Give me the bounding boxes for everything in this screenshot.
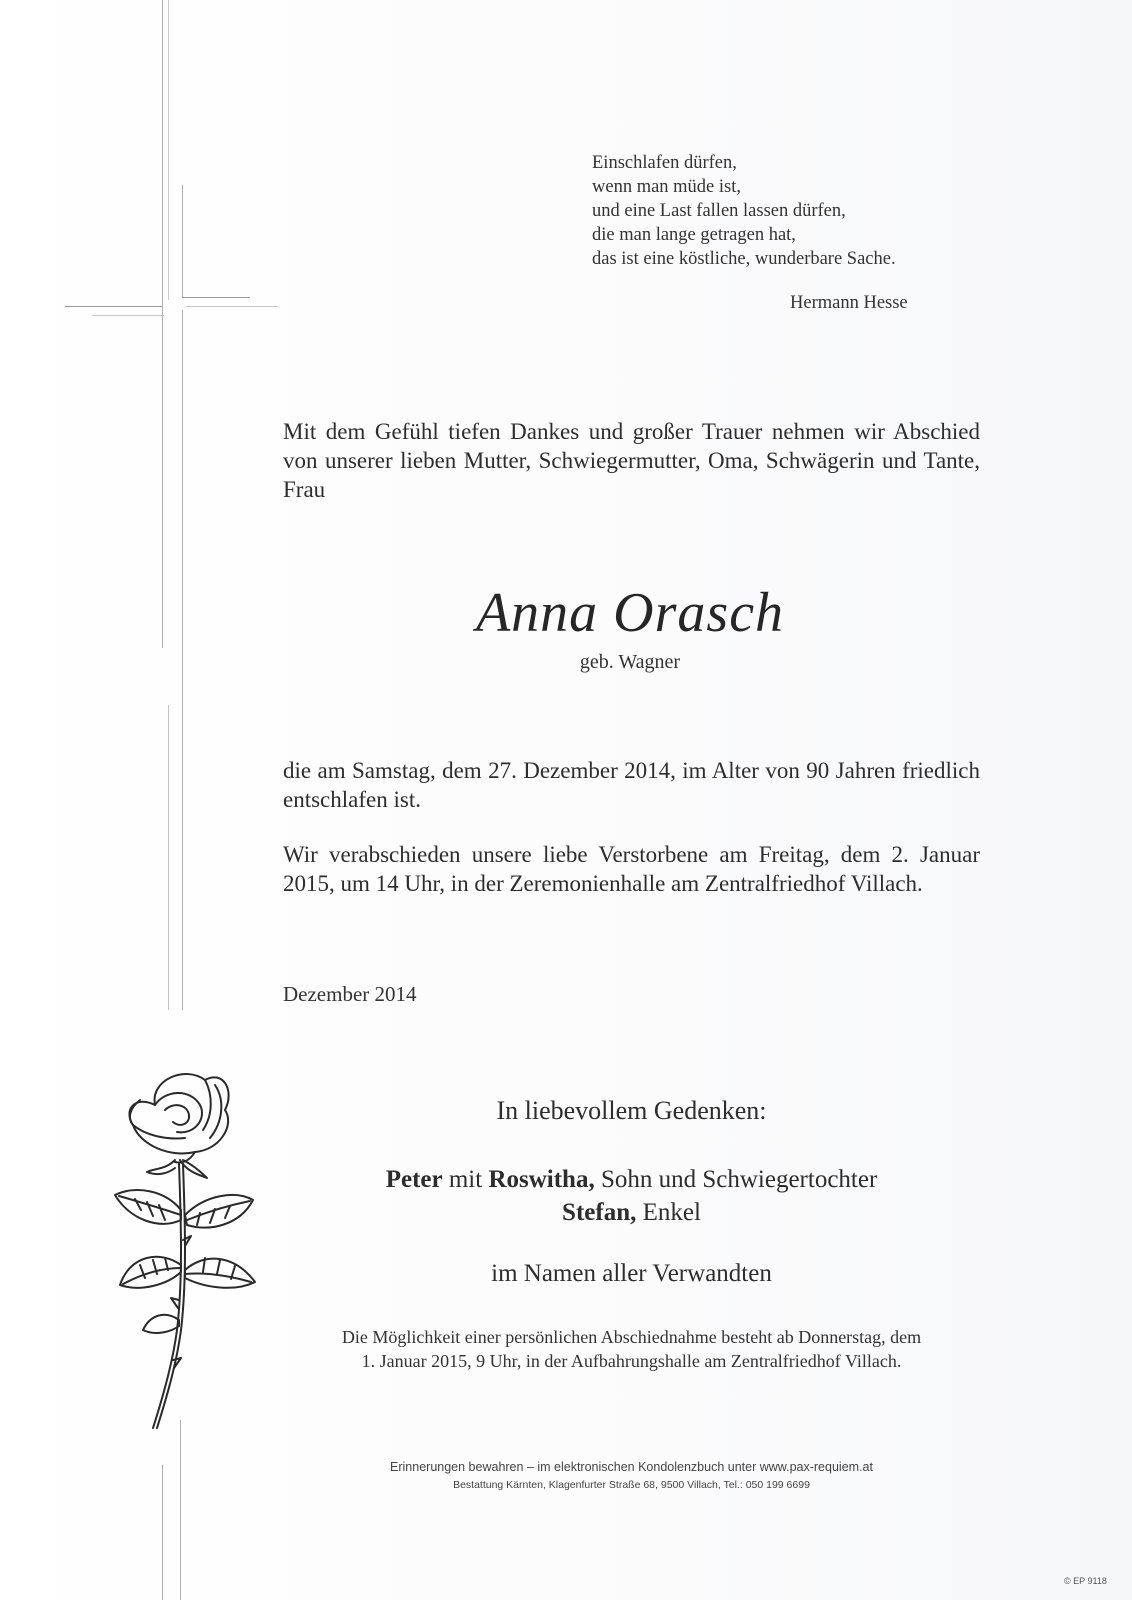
viewing-line: 1. Januar 2015, 9 Uhr, in der Aufbahrungshalle am Zentralfriedhof Villach. (361, 1351, 902, 1371)
notice-date: Dezember 2014 (283, 982, 417, 1006)
bottom-vertical-line-left (162, 1465, 163, 1600)
intro-text: Mit dem Gefühl tiefen Dankes und großer Trauer nehmen wir Abschied von unserer lieben Mutter, Schwiegermutter, Oma, Schwägerin und Tante, Frau (283, 419, 980, 502)
footer-condolence-text: Erinnerungen bewahren – im elektronischen Kondolenzbuch unter www.pax-requiem.at (390, 1460, 873, 1474)
viewing-info (283, 1325, 980, 1373)
bottom-vertical-line-right (180, 1420, 181, 1600)
mourners (283, 1163, 980, 1229)
poem-author: Hermann Hesse (790, 293, 908, 313)
deceased-name: Anna Orasch (475, 582, 785, 644)
cross-horizontal-line-right (182, 297, 250, 298)
poem-line: wenn man müde ist, (592, 177, 742, 197)
mourners-line-2 (283, 1196, 980, 1229)
poem-line: und eine Last fallen lassen dürfen, (592, 201, 846, 221)
birth-name: geb. Wagner (579, 651, 681, 673)
mourner-relation: Enkel (642, 1199, 701, 1226)
cross-horizontal-line-left-lower (92, 315, 164, 316)
poem-line: das ist eine köstliche, wunderbare Sache. (592, 249, 896, 269)
mourner-name: Stefan, (562, 1199, 637, 1226)
mourner-name: Roswitha, (488, 1166, 595, 1193)
farewell-text: Wir verabschieden unsere liebe Verstorbene am Freitag, dem 2. Januar 2015, um 14 Uhr, in der Zeremonienhalle am Zentralfriedhof Villach. (283, 842, 980, 896)
footer-funeral-home: Bestattung Kärnten, Klagenfurter Straße 68, 9500 Villach, Tel.: 050 199 6699 (453, 1479, 810, 1491)
gedenken-title: In liebevollem Gedenken: (496, 1096, 767, 1125)
poem-line: die man lange getragen hat, (592, 225, 796, 245)
death-notice: die am Samstag, dem 27. Dezember 2014, im Alter von 90 Jahren friedlich entschlafen ist. (283, 758, 980, 812)
mourner-connector: mit (448, 1166, 483, 1193)
rose-icon (95, 1060, 275, 1440)
cross-horizontal-line-right-lower (186, 306, 278, 307)
relatives-text: im Namen aller Verwandten (491, 1260, 772, 1287)
mourner-relation: Sohn und Schwiegertochter (600, 1166, 878, 1193)
mourners-line-1 (283, 1163, 980, 1196)
cross-vertical-line-left-inner (168, 0, 169, 300)
cross-vertical-line-right-long (182, 310, 183, 1010)
template-code: © EP 9118 (1064, 1576, 1107, 1586)
poem-line: Einschlafen dürfen, (592, 153, 737, 173)
cross-vertical-line-left-top (162, 0, 163, 648)
cross-vertical-line-left-lower (168, 705, 169, 1010)
mourner-name: Peter (385, 1166, 443, 1193)
poem (592, 151, 896, 271)
viewing-line: Die Möglichkeit einer persönlichen Abschiednahme besteht ab Donnerstag, dem (341, 1327, 922, 1347)
cross-horizontal-line-left (65, 306, 162, 307)
cross-vertical-line-right-top (182, 185, 183, 298)
